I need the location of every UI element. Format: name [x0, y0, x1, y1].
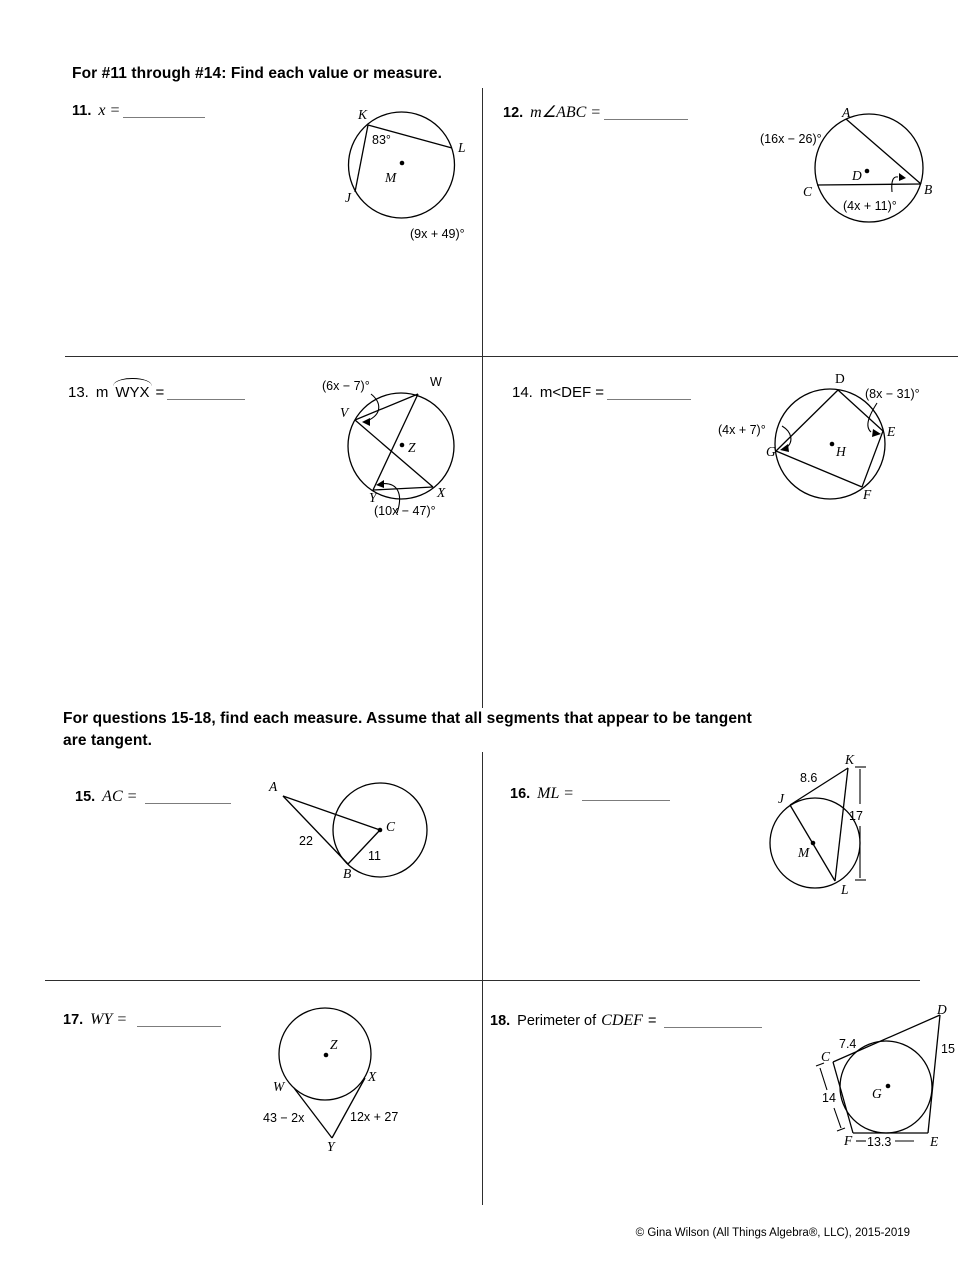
point-label-K: K [358, 107, 368, 122]
arc-left-expression: (4x + 7)° [718, 423, 766, 437]
problem-14-question: m<DEF = [539, 384, 605, 401]
diagram-problem-15 [255, 773, 450, 891]
center-dot-G [886, 1084, 891, 1089]
center-label-Z: Z [330, 1037, 338, 1052]
center-dot-M [400, 161, 405, 166]
problem-18-question-text: Perimeter of [517, 1013, 597, 1029]
arc-bottom-expression: (4x + 11)° [843, 199, 897, 213]
problem-13-label [68, 384, 245, 401]
problem-13-arc-name: WYX [115, 384, 150, 401]
point-label-D: D [835, 371, 845, 386]
section2-header [63, 708, 758, 752]
problem-11-answer-blank [123, 105, 205, 118]
center-label-H: H [836, 444, 846, 459]
center-dot-Z [324, 1053, 329, 1058]
angle-arrowhead [899, 173, 906, 181]
problem-14-answer-blank [607, 387, 691, 400]
problem-15-question: AC = [102, 788, 138, 805]
problem-12-question: m∠ABC = [530, 104, 602, 121]
tangent-XY [332, 1078, 365, 1138]
arc-right-expression: (8x − 31)° [865, 387, 920, 401]
side-GD [776, 390, 838, 451]
problem-12-number: 12. [503, 105, 524, 121]
measure-tick-bottom [837, 1128, 845, 1131]
problem-15-answer-blank [145, 791, 231, 804]
problem-14-label [512, 384, 691, 401]
length-label-22: 22 [299, 834, 313, 848]
center-label-C: C [386, 819, 396, 834]
length-label-13-3: 13.3 [867, 1135, 892, 1149]
point-label-F: F [863, 487, 872, 502]
chord-VX [355, 420, 433, 487]
problem-15-number: 15. [75, 789, 96, 805]
center-label-D: D [852, 168, 862, 183]
center-label-Z: Z [408, 440, 416, 455]
length-label-XY: 12x + 27 [350, 1110, 399, 1124]
problem-13-m: m [95, 384, 109, 401]
length-label-7-4: 7.4 [839, 1037, 857, 1051]
problem-18-answer-blank [664, 1015, 762, 1028]
center-dot-Z [400, 443, 405, 448]
row-divider-top [65, 356, 958, 357]
segment-AC [283, 796, 380, 830]
measure-line-upper [820, 1068, 827, 1090]
diagram-problem-13 [315, 368, 480, 530]
point-label-V: V [340, 405, 349, 420]
center-label-M: M [385, 170, 397, 185]
chord-CB [817, 184, 921, 185]
problem-17-label [63, 1011, 221, 1029]
point-label-E: E [930, 1134, 939, 1149]
side-FC [833, 1062, 853, 1133]
point-label-B: B [343, 866, 352, 881]
diagram-problem-18 [808, 1000, 978, 1160]
measure-line-lower [834, 1108, 841, 1128]
tangent-KJ [790, 768, 848, 805]
center-dot-H [830, 442, 835, 447]
problem-18-equals: = [647, 1013, 657, 1029]
problem-18-label [490, 1012, 762, 1030]
arc-bottom-expression: (10x − 47)° [374, 504, 436, 518]
point-label-F: F [844, 1133, 853, 1148]
point-label-G: G [766, 444, 776, 459]
problem-12-label [503, 102, 688, 122]
problem-11-question: x = [98, 102, 121, 119]
problem-17-number: 17. [63, 1012, 84, 1028]
center-label-M: M [798, 845, 810, 860]
problem-17-answer-blank [137, 1014, 221, 1027]
point-label-L: L [841, 882, 849, 897]
row-divider-bottom [45, 980, 920, 981]
side-FG [776, 451, 862, 487]
point-label-B: B [924, 182, 933, 197]
problem-11-label [72, 102, 205, 120]
problem-13-equals: = [155, 384, 165, 401]
problem-14-number: 14. [512, 384, 533, 401]
arc-arrowhead-right [872, 429, 881, 437]
point-label-Y: Y [327, 1139, 335, 1154]
section2-header-line2: are tangent. [63, 732, 153, 749]
length-label-17: 17 [849, 809, 863, 823]
problem-15-label [75, 788, 231, 806]
length-label-15: 15 [941, 1042, 955, 1056]
point-label-X: X [368, 1069, 377, 1084]
diagram-problem-14 [700, 368, 965, 518]
problem-11-number: 11. [72, 103, 92, 119]
arc-left-expression: (16x − 26)° [760, 132, 822, 146]
diagram-problem-16 [745, 750, 895, 900]
center-dot-M [811, 841, 816, 846]
arc-arrow-right [868, 403, 877, 432]
column-divider [482, 88, 483, 1205]
chord-KJ [355, 125, 368, 192]
problem-12-answer-blank [604, 107, 688, 120]
point-label-W: W [273, 1079, 285, 1094]
length-label-8-6: 8.6 [800, 771, 818, 785]
segment-KL [835, 768, 848, 881]
point-label-C: C [803, 184, 813, 199]
problem-13-answer-blank [167, 387, 245, 400]
angle-label-83: 83° [372, 133, 391, 147]
point-label-L: L [458, 140, 466, 155]
point-label-A: A [269, 779, 278, 794]
point-label-E: E [887, 424, 896, 439]
problem-18-question-math: CDEF [601, 1012, 643, 1029]
point-label-K: K [845, 752, 855, 767]
diagram-problem-11 [330, 100, 480, 245]
problem-16-question: ML = [537, 785, 574, 802]
section1-header: For #11 through #14: Find each value or measure. [72, 65, 443, 82]
length-label-14: 14 [822, 1091, 836, 1105]
point-label-J: J [345, 190, 351, 205]
problem-18-number: 18. [490, 1013, 511, 1029]
point-label-X: X [437, 485, 446, 500]
arc-arrowhead-top [362, 418, 370, 426]
diagram-problem-12 [745, 100, 965, 235]
length-label-WY: 43 − 2x [263, 1111, 305, 1125]
center-dot-C [378, 828, 383, 833]
problem-17-question: WY = [90, 1011, 128, 1028]
point-label-C: C [821, 1049, 831, 1064]
center-label-G: G [872, 1086, 882, 1101]
length-label-11: 11 [368, 849, 381, 863]
tangent-AB [283, 796, 348, 864]
point-label-D: D [937, 1002, 947, 1017]
point-label-J: J [778, 791, 784, 806]
diagram-problem-17 [250, 995, 420, 1160]
copyright-footer: © Gina Wilson (All Things Algebra®, LLC), 2015-2019 [635, 1227, 910, 1239]
problem-16-label [510, 785, 670, 803]
problem-13-number: 13. [68, 384, 89, 401]
problem-16-answer-blank [582, 788, 670, 801]
section2-header-line1: For questions 15-18, find each measure. Assume that all segments that appear to be tangent [63, 710, 752, 727]
point-label-A: A [842, 105, 851, 120]
chord-YX [373, 487, 433, 490]
point-label-Y: Y [369, 490, 377, 505]
arc-expression-label: (9x + 49)° [410, 227, 465, 241]
problem-16-number: 16. [510, 786, 531, 802]
center-dot-D [865, 169, 870, 174]
point-label-W: W [430, 375, 442, 389]
arc-top-expression: (6x − 7)° [322, 379, 370, 393]
